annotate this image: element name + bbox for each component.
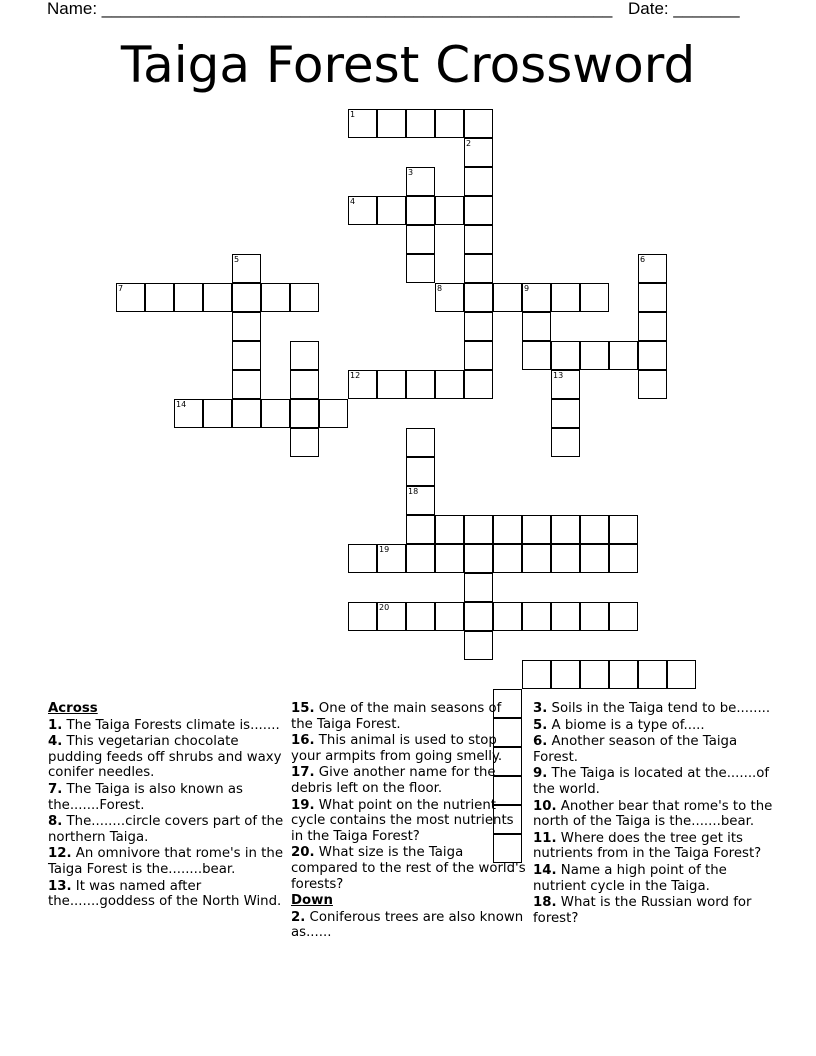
grid-cell[interactable] bbox=[232, 283, 261, 312]
grid-cell[interactable] bbox=[522, 544, 551, 573]
clue-across-13: 13. It was named after the.......goddess of the North Wind. bbox=[48, 878, 282, 910]
grid-cell[interactable] bbox=[464, 544, 493, 573]
clue-down-3: 3. Soils in the Taiga tend to be........ bbox=[533, 701, 771, 716]
clue-across-16: 16. This animal is used to stop your armpits from going smelly. bbox=[291, 733, 503, 764]
grid-cell[interactable] bbox=[522, 283, 551, 312]
grid-cell[interactable] bbox=[435, 109, 464, 138]
cell-number: 12 bbox=[350, 371, 361, 380]
grid-cell[interactable] bbox=[464, 167, 493, 196]
grid-cell[interactable] bbox=[406, 370, 435, 399]
cell-number: 9 bbox=[524, 284, 530, 293]
clue-down-2: 2. Coniferous trees are also known as...... bbox=[291, 909, 524, 941]
grid-cell[interactable] bbox=[290, 341, 319, 370]
cell-number: 5 bbox=[234, 255, 240, 264]
grid-cell[interactable] bbox=[464, 312, 493, 341]
grid-cell[interactable] bbox=[667, 660, 696, 689]
grid-cell[interactable] bbox=[290, 399, 319, 428]
grid-cell[interactable] bbox=[464, 283, 493, 312]
clue-across-7: 7. The Taiga is also known as the.......Forest. bbox=[48, 781, 243, 813]
clues-column-3 bbox=[533, 701, 773, 927]
grid-cell[interactable] bbox=[406, 109, 435, 138]
grid-cell[interactable] bbox=[348, 370, 377, 399]
grid-cell[interactable] bbox=[464, 109, 493, 138]
grid-cell[interactable] bbox=[435, 283, 464, 312]
grid-cell[interactable] bbox=[493, 283, 522, 312]
grid-cell[interactable] bbox=[406, 486, 435, 515]
grid-cell[interactable] bbox=[580, 341, 609, 370]
grid-cell[interactable] bbox=[232, 370, 261, 399]
grid-cell[interactable] bbox=[493, 515, 522, 544]
grid-cell[interactable] bbox=[551, 544, 580, 573]
grid-cell[interactable] bbox=[551, 341, 580, 370]
grid-cell[interactable] bbox=[464, 631, 493, 660]
name-field-label: Name: ______________________________________________________ bbox=[47, 0, 613, 18]
grid-cell[interactable] bbox=[464, 573, 493, 602]
clue-across-1: 1. The Taiga Forests climate is....... bbox=[48, 717, 280, 733]
clues-column-1 bbox=[48, 701, 284, 911]
page-title: Taiga Forest Crossword bbox=[120, 36, 696, 94]
grid-cell[interactable] bbox=[435, 370, 464, 399]
clue-down-5: 5. A biome is a type of..... bbox=[533, 717, 705, 733]
grid-cell[interactable] bbox=[522, 602, 551, 631]
grid-cell[interactable] bbox=[232, 399, 261, 428]
grid-cell[interactable] bbox=[232, 312, 261, 341]
grid-cell[interactable] bbox=[261, 283, 290, 312]
clue-across-20: 20. What size is the Taiga compared to the rest of the world's forests? bbox=[291, 845, 526, 892]
grid-cell[interactable] bbox=[638, 254, 667, 283]
clue-across-19: 19. What point on the nutrient cycle contains the most nutrients in the Taiga Forest? bbox=[291, 797, 514, 844]
grid-cell[interactable] bbox=[580, 544, 609, 573]
grid-cell[interactable] bbox=[522, 341, 551, 370]
grid-cell[interactable] bbox=[464, 254, 493, 283]
grid-cell[interactable] bbox=[551, 283, 580, 312]
grid-cell[interactable] bbox=[203, 283, 232, 312]
grid-cell[interactable] bbox=[377, 370, 406, 399]
grid-cell[interactable] bbox=[174, 399, 203, 428]
grid-cell[interactable] bbox=[638, 660, 667, 689]
grid-cell[interactable] bbox=[348, 602, 377, 631]
grid-cell[interactable] bbox=[377, 196, 406, 225]
grid-cell[interactable] bbox=[406, 196, 435, 225]
cell-number: 1 bbox=[350, 110, 356, 119]
grid-cell[interactable] bbox=[464, 602, 493, 631]
cell-number: 8 bbox=[437, 284, 443, 293]
grid-cell[interactable] bbox=[435, 544, 464, 573]
grid-cell[interactable] bbox=[319, 399, 348, 428]
clue-down-18: 18. What is the Russian word for forest? bbox=[533, 895, 752, 926]
grid-cell[interactable] bbox=[377, 602, 406, 631]
grid-cell[interactable] bbox=[464, 225, 493, 254]
grid-cell[interactable] bbox=[290, 428, 319, 457]
grid-cell[interactable] bbox=[377, 109, 406, 138]
cell-number: 6 bbox=[640, 255, 646, 264]
grid-cell[interactable] bbox=[435, 602, 464, 631]
cell-number: 7 bbox=[118, 284, 124, 293]
grid-cell[interactable] bbox=[464, 515, 493, 544]
grid-cell[interactable] bbox=[435, 196, 464, 225]
grid-cell[interactable] bbox=[116, 283, 145, 312]
clues-column-2 bbox=[291, 701, 527, 942]
grid-cell[interactable] bbox=[348, 109, 377, 138]
clue-down-11: 11. Where does the tree get its nutrients from in the Taiga Forest? bbox=[533, 830, 762, 862]
clue-down-10: 10. Another bear that rome's to the north of the Taiga is the.......bear. bbox=[533, 798, 773, 830]
grid-cell[interactable] bbox=[174, 283, 203, 312]
grid-cell[interactable] bbox=[232, 254, 261, 283]
grid-cell[interactable] bbox=[580, 515, 609, 544]
grid-cell[interactable] bbox=[406, 544, 435, 573]
clue-across-8: 8. The........circle covers part of the northern Taiga. bbox=[48, 814, 284, 845]
clue-down-14: 14. Name a high point of the nutrient cycle in the Taiga. bbox=[533, 862, 727, 894]
grid-cell[interactable] bbox=[435, 515, 464, 544]
grid-cell[interactable] bbox=[638, 312, 667, 341]
grid-cell[interactable] bbox=[406, 254, 435, 283]
grid-cell[interactable] bbox=[522, 660, 551, 689]
grid-cell[interactable] bbox=[261, 399, 290, 428]
grid-cell[interactable] bbox=[406, 602, 435, 631]
grid-cell[interactable] bbox=[203, 399, 232, 428]
clue-down-9: 9. The Taiga is located at the.......of the world. bbox=[533, 766, 770, 797]
grid-cell[interactable] bbox=[609, 544, 638, 573]
grid-cell[interactable] bbox=[377, 544, 406, 573]
grid-cell[interactable] bbox=[406, 428, 435, 457]
grid-cell[interactable] bbox=[580, 660, 609, 689]
cell-number: 4 bbox=[350, 197, 356, 206]
clue-across-15: 15. One of the main seasons of the Taiga Forest. bbox=[291, 701, 502, 732]
cell-number: 13 bbox=[553, 371, 564, 380]
grid-cell[interactable] bbox=[406, 167, 435, 196]
grid-cell[interactable] bbox=[609, 515, 638, 544]
grid-cell[interactable] bbox=[406, 515, 435, 544]
grid-cell[interactable] bbox=[580, 283, 609, 312]
cell-number: 14 bbox=[176, 400, 187, 409]
cell-number: 20 bbox=[379, 603, 390, 612]
grid-cell[interactable] bbox=[464, 138, 493, 167]
clue-down-6: 6. Another season of the Taiga Forest. bbox=[533, 734, 738, 765]
grid-cell[interactable] bbox=[638, 370, 667, 399]
grid-cell[interactable] bbox=[551, 428, 580, 457]
grid-cell[interactable] bbox=[551, 370, 580, 399]
grid-cell[interactable] bbox=[609, 341, 638, 370]
clue-across-4: 4. This vegetarian chocolate pudding feeds off shrubs and waxy conifer needles. bbox=[48, 734, 282, 781]
grid-cell[interactable] bbox=[493, 602, 522, 631]
grid-cell[interactable] bbox=[522, 515, 551, 544]
grid-cell[interactable] bbox=[145, 283, 174, 312]
grid-cell[interactable] bbox=[406, 225, 435, 254]
grid-cell[interactable] bbox=[551, 602, 580, 631]
grid-cell[interactable] bbox=[406, 457, 435, 486]
grid-cell[interactable] bbox=[348, 544, 377, 573]
grid-cell[interactable] bbox=[551, 399, 580, 428]
cell-number: 3 bbox=[408, 168, 414, 177]
grid-cell[interactable] bbox=[348, 196, 377, 225]
cell-number: 2 bbox=[466, 139, 472, 148]
grid-cell[interactable] bbox=[638, 283, 667, 312]
cell-number: 19 bbox=[379, 545, 390, 554]
grid-cell[interactable] bbox=[464, 370, 493, 399]
grid-cell[interactable] bbox=[290, 283, 319, 312]
grid-cell[interactable] bbox=[290, 370, 319, 399]
clue-across-17: 17. Give another name for the debris left on the floor. bbox=[291, 765, 496, 796]
grid-cell[interactable] bbox=[551, 515, 580, 544]
across-heading: Across bbox=[48, 701, 98, 716]
grid-cell[interactable] bbox=[580, 602, 609, 631]
grid-cell[interactable] bbox=[638, 341, 667, 370]
grid-cell[interactable] bbox=[232, 341, 261, 370]
grid-cell[interactable] bbox=[464, 196, 493, 225]
grid-cell[interactable] bbox=[609, 602, 638, 631]
grid-cell[interactable] bbox=[522, 312, 551, 341]
grid-cell[interactable] bbox=[493, 544, 522, 573]
clue-across-12: 12. An omnivore that rome's in the Taiga Forest is the........bear. bbox=[48, 846, 283, 877]
down-heading: Down bbox=[291, 893, 333, 909]
grid-cell[interactable] bbox=[464, 341, 493, 370]
cell-number: 18 bbox=[408, 487, 419, 496]
date-field-label: Date: _______ bbox=[628, 0, 740, 18]
grid-cell[interactable] bbox=[551, 660, 580, 689]
grid-cell[interactable] bbox=[609, 660, 638, 689]
